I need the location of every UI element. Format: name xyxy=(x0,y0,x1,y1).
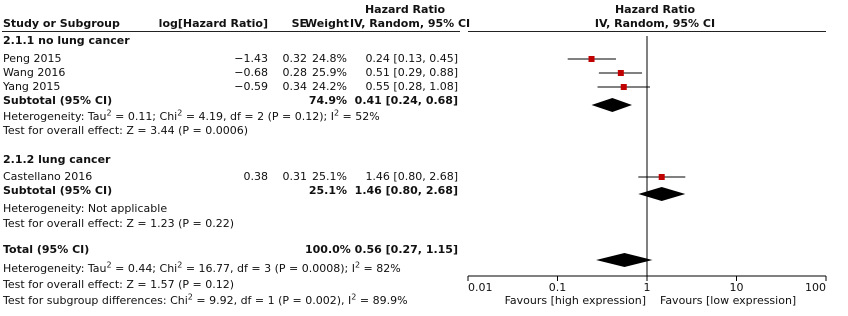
total-overall-effect-text: Test for overall effect: Z = 1.57 (P = 0.12) xyxy=(3,278,234,291)
subgroup-1-title: 2.1.1 no lung cancer xyxy=(3,34,130,47)
study-point-estimate xyxy=(589,56,595,62)
header-loghr: log[Hazard Ratio] xyxy=(158,17,268,30)
overall-effect-text: Test for overall effect: Z = 3.44 (P = 0.0006) xyxy=(3,124,248,137)
study-ci: 1.46 [0.80, 2.68] xyxy=(365,170,458,183)
study-loghr: 0.38 xyxy=(243,170,268,183)
study-ci: 0.51 [0.29, 0.88] xyxy=(365,66,458,79)
study-point-estimate xyxy=(621,84,627,90)
header-hr-method: IV, Random, 95% CI xyxy=(350,17,471,30)
study-ci: 0.55 [0.28, 1.08] xyxy=(365,80,458,93)
subtotal-label: Subtotal (95% CI) xyxy=(3,94,113,107)
study-name: Castellano 2016 xyxy=(3,170,93,183)
study-loghr: −1.43 xyxy=(234,52,268,65)
total-label: Total (95% CI) xyxy=(3,243,90,256)
total-diamond xyxy=(596,253,652,267)
x-axis-tick-label: 0.1 xyxy=(548,281,567,294)
study-name: Yang 2015 xyxy=(3,80,61,93)
total-heterogeneity-text: Heterogeneity: Tau$^2$ = 0.44; Chi$^2$ = 16.77, df = 3 (P = 0.0008); $I^2 = 82\%$ xyxy=(3,260,401,275)
subtotal-ci: 0.41 [0.24, 0.68] xyxy=(354,94,458,107)
header-weight: Weight xyxy=(305,17,349,30)
favours-left-label: Favours [high expression] xyxy=(504,294,646,307)
study-name: Peng 2015 xyxy=(3,52,62,65)
subgroup-differences-text: Test for subgroup differences: Chi$^2$ = 9.92, df = 1 (P = 0.002), $I^2 = 89.9\%$ xyxy=(3,292,408,307)
study-se: 0.32 xyxy=(282,52,307,65)
study-weight: 24.2% xyxy=(312,80,347,93)
header-se: SE xyxy=(291,17,307,30)
header-hr-title: Hazard Ratio xyxy=(364,3,446,16)
x-axis-tick-label: 100 xyxy=(805,281,826,294)
study-se: 0.34 xyxy=(282,80,307,93)
subtotal-weight: 25.1% xyxy=(308,184,347,197)
subgroup-2-title: 2.1.2 lung cancer xyxy=(3,153,111,166)
subtotal-ci: 1.46 [0.80, 2.68] xyxy=(354,184,458,197)
study-weight: 25.1% xyxy=(312,170,347,183)
total-weight: 100.0% xyxy=(305,243,351,256)
study-name: Wang 2016 xyxy=(3,66,66,79)
study-loghr: −0.68 xyxy=(234,66,268,79)
study-point-estimate xyxy=(618,70,624,76)
study-ci: 0.24 [0.13, 0.45] xyxy=(365,52,458,65)
study-weight: 25.9% xyxy=(312,66,347,79)
x-axis-tick-label: 1 xyxy=(643,281,651,294)
favours-right-label: Favours [low expression] xyxy=(660,294,797,307)
heterogeneity-text: Heterogeneity: Not applicable xyxy=(3,202,168,215)
x-axis-tick-label: 0.01 xyxy=(468,281,493,294)
subtotal-weight: 74.9% xyxy=(308,94,347,107)
study-weight: 24.8% xyxy=(312,52,347,65)
study-point-estimate xyxy=(659,174,665,180)
subtotal-label: Subtotal (95% CI) xyxy=(3,184,113,197)
total-ci: 0.56 [0.27, 1.15] xyxy=(354,243,458,256)
header-study: Study or Subgroup xyxy=(3,17,120,30)
study-loghr: −0.59 xyxy=(234,80,268,93)
x-axis-tick-label: 10 xyxy=(729,281,744,294)
overall-effect-text: Test for overall effect: Z = 1.23 (P = 0.22) xyxy=(3,217,234,230)
subtotal-diamond xyxy=(638,187,685,201)
study-se: 0.31 xyxy=(282,170,307,183)
header-plot-method: IV, Random, 95% CI xyxy=(594,17,716,30)
header-plot-title: Hazard Ratio xyxy=(614,3,696,16)
subtotal-diamond xyxy=(592,98,632,112)
study-se: 0.28 xyxy=(282,66,307,79)
heterogeneity-text: Heterogeneity: Tau$^2$ = 0.11; Chi$^2$ = 4.19, df = 2 (P = 0.12); $I^2 = 52\%$ xyxy=(3,108,380,123)
